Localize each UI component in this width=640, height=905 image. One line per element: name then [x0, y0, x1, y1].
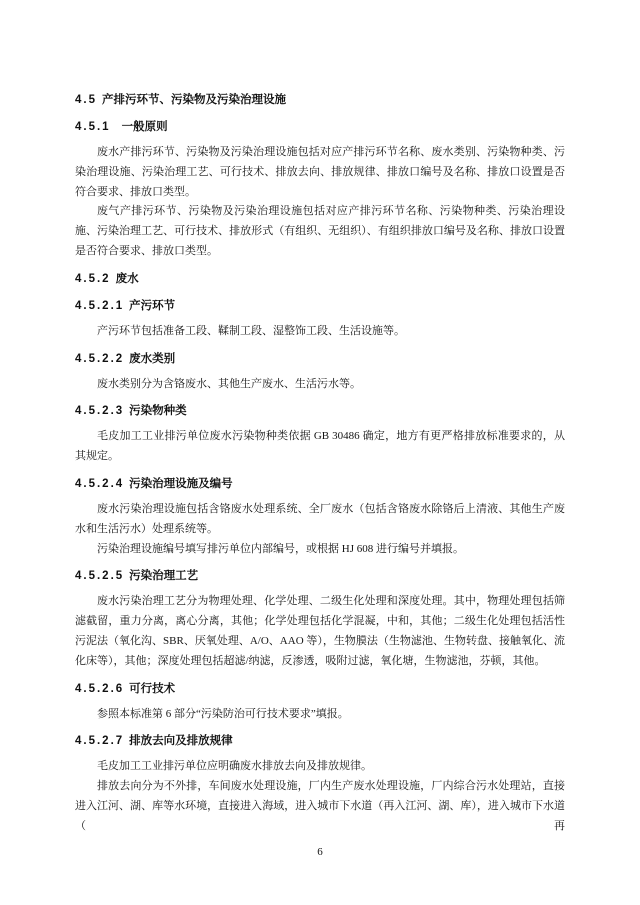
heading-label: 一般原则	[121, 121, 168, 133]
heading-number: 4.5	[75, 94, 97, 106]
heading-label: 废水	[115, 272, 139, 285]
heading-number: 4.5.2.7	[75, 735, 125, 748]
heading-label: 产污环节	[129, 299, 176, 312]
paragraph-discharge-direction: 毛皮加工工业排污单位应明确废水排放去向及排放规律。	[97, 760, 372, 773]
heading-number: 4.5.2.2	[75, 352, 125, 365]
heading-4-5-2-1	[75, 296, 565, 316]
paragraph-treatment-processes: 废水污染治理工艺分为物理处理、化学处理、二级生化处理和深度处理。其中，物理处理包括筛滤截留，重力分离，离心分离，其他；化学处理包括化学混凝，中和，其他；二级生化处理包括活性污泥法（氧化沟、SBR、厌氧处理、A/O、AAO 等），生物膜法（生物滤池、生物转盘、接触氧化、流化床等），其他；深度处理包括超滤/纳滤，反渗透，吸附过滤，氧化塘，生物滤池，芬顿，其他。	[75, 595, 565, 667]
heading-number: 4.5.1	[75, 121, 111, 133]
page-number: 6	[317, 846, 323, 858]
paragraph-wastewater-categories: 废水类别分为含铬废水、其他生产废水、生活污水等。	[97, 377, 361, 390]
heading-label: 污染治理设施及编号	[129, 477, 233, 490]
heading-4-5-2-6	[75, 679, 565, 699]
heading-4-5-2-5	[75, 566, 565, 586]
paragraph-pollutant-types: 毛皮加工工业排污单位废水污染物种类依据 GB 30486 确定，地方有更严格排放标准要求的，从其规定。	[75, 430, 565, 463]
heading-label: 废水类别	[129, 352, 176, 365]
paragraph-feasible-technology: 参照本标准第 6 部分“污染防治可行技术要求”填报。	[97, 707, 349, 720]
paragraph-facility-numbering: 污染治理设施编号填写排污单位内部编号，或根据 HJ 608 进行编号并填报。	[97, 542, 464, 555]
heading-number: 4.5.2.6	[75, 682, 125, 695]
heading-4-5-1	[75, 117, 565, 137]
heading-4-5	[75, 90, 565, 110]
paragraph-discharge-destinations: 排放去向分为不外排，车间废水处理设施，厂内生产废水处理设施，厂内综合污水处理站，直接进入江河、湖、库等水环境，直接进入海域，进入城市下水道（再入江河、湖、库），进入城市下水道（再	[75, 780, 565, 832]
heading-label: 污染治理工艺	[129, 570, 199, 583]
heading-4-5-2-2	[75, 349, 565, 369]
heading-number: 4.5.2.1	[75, 299, 125, 312]
paragraph-wastewater-general: 废水产排污环节、污染物及污染治理设施包括对应产排污环节名称、废水类别、污染物种类、污染治理设施、污染治理工艺、可行技术、排放去向、排放规律、排放口编号及名称、排放口设置是否符合要求、排放口类型。	[75, 146, 565, 198]
heading-number: 4.5.2.4	[75, 477, 125, 490]
heading-4-5-2	[75, 269, 565, 289]
heading-number: 4.5.2	[75, 272, 111, 285]
heading-number: 4.5.2.5	[75, 570, 125, 583]
heading-label: 可行技术	[129, 682, 176, 695]
heading-label: 产排污环节、污染物及污染治理设施	[102, 94, 286, 106]
paragraph-pollution-links: 产污环节包括准备工段、鞣制工段、湿整饰工段、生活设施等。	[97, 324, 405, 337]
heading-4-5-2-3	[75, 401, 565, 421]
heading-4-5-2-7	[75, 731, 565, 751]
heading-4-5-2-4	[75, 474, 565, 494]
heading-label: 污染物种类	[129, 405, 187, 418]
heading-number: 4.5.2.3	[75, 405, 125, 418]
heading-label: 排放去向及排放规律	[129, 735, 233, 748]
paragraph-treatment-facilities: 废水污染治理设施包括含铬废水处理系统、全厂废水（包括含铬废水除铬后上清液、其他生产废水和生活污水）处理系统等。	[75, 502, 565, 535]
paragraph-wastegas-general: 废气产排污环节、污染物及污染治理设施包括对应产排污环节名称、污染物种类、污染治理设施、污染治理工艺、可行技术、排放形式（有组织、无组织）、有组织排放口编号及名称、排放口设置是否符合要求、排放口类型。	[75, 205, 565, 257]
